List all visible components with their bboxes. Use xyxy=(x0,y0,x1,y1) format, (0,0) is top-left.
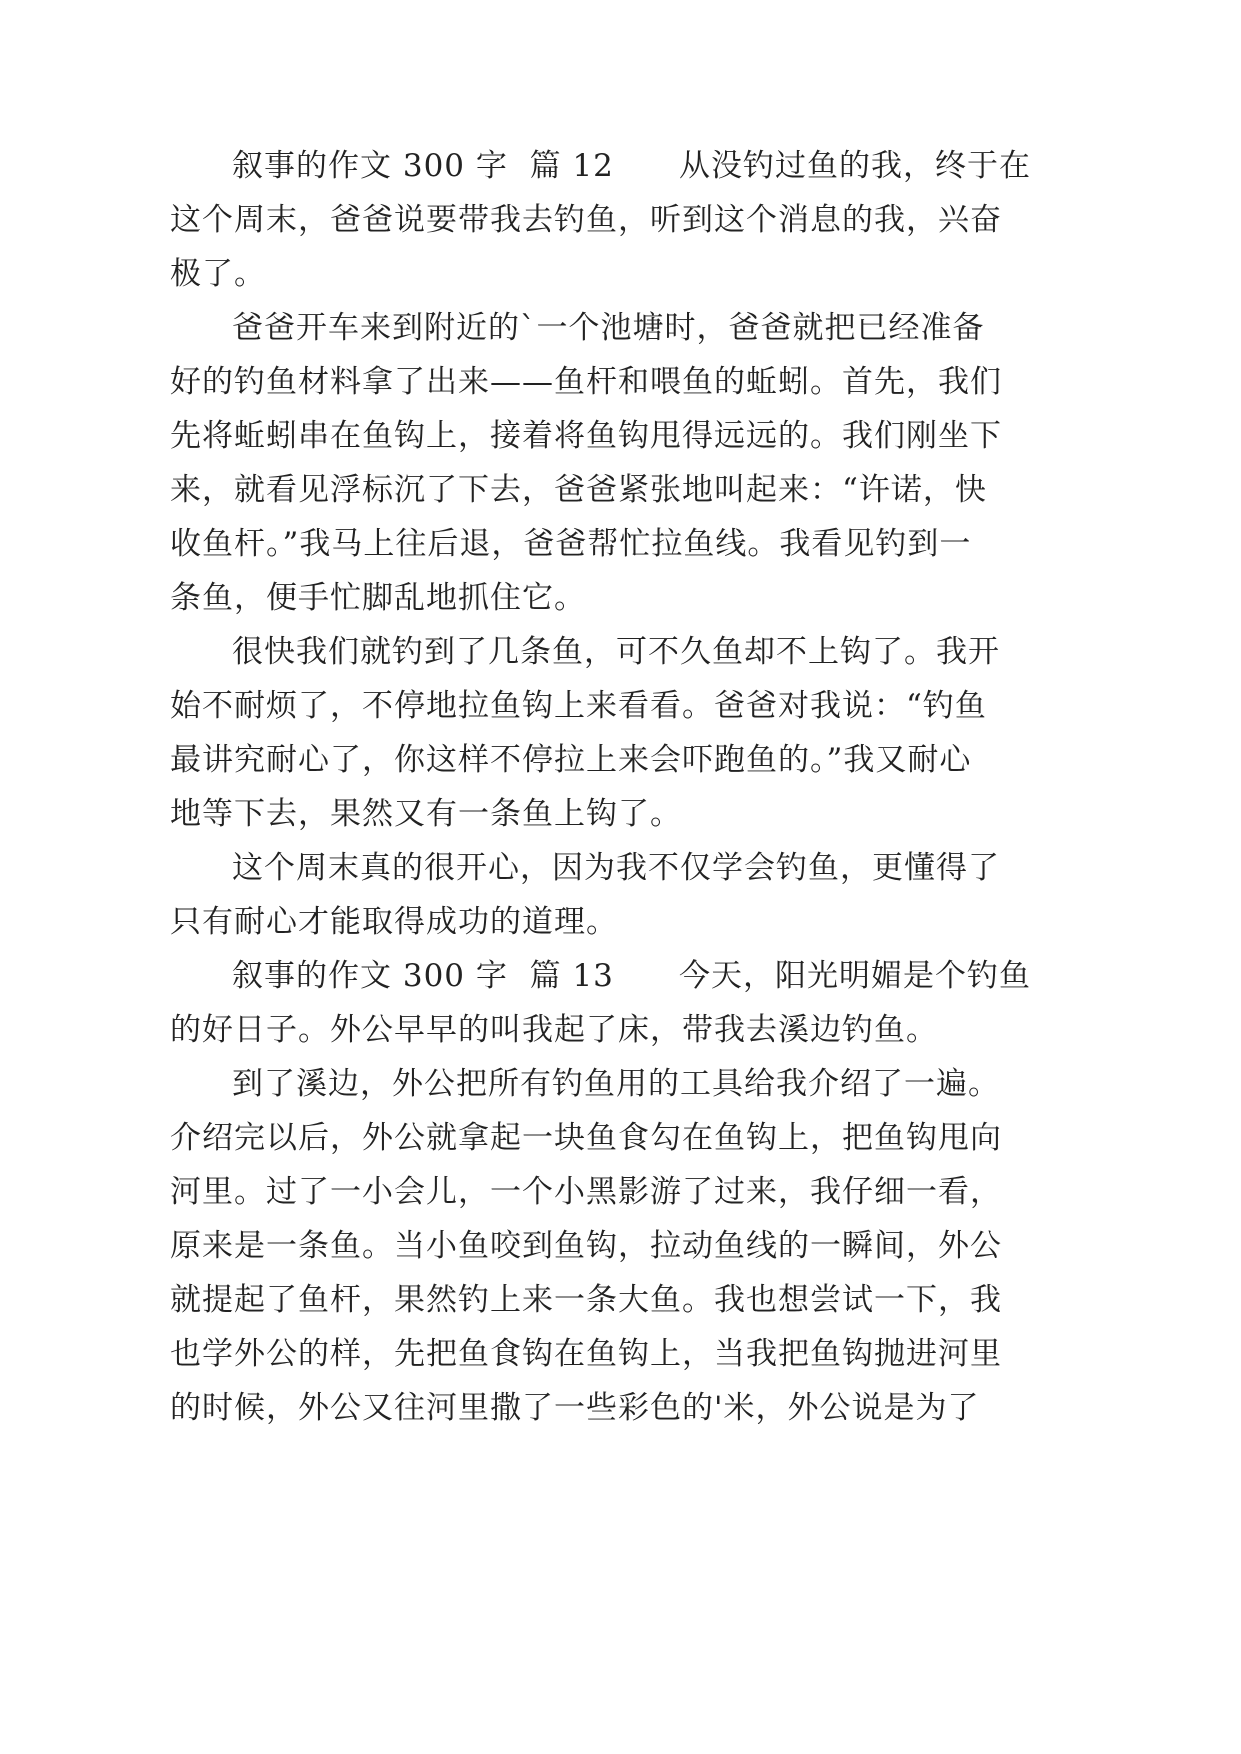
text-line: 地等下去，果然又有一条鱼上钩了。 xyxy=(170,796,682,832)
text-line: 只有耐心才能取得成功的道理。 xyxy=(170,904,618,940)
text-line: 这个周末，爸爸说要带我去钓鱼，听到这个消息的我，兴奋 xyxy=(170,202,1002,238)
text-line: 来，就看见浮标沉了下去，爸爸紧张地叫起来：“许诺，快 xyxy=(170,472,987,508)
text-line: 也学外公的样，先把鱼食钩在鱼钩上，当我把鱼钩抛进河里 xyxy=(170,1336,1002,1372)
text-line: 到了溪边，外公把所有钓鱼用的工具给我介绍了一遍。 xyxy=(232,1066,1000,1102)
text-line: 的时候，外公又往河里撒了一些彩色的'米，外公说是为了 xyxy=(170,1390,980,1426)
text-line: 就提起了鱼杆，果然钓上来一条大鱼。我也想尝试一下，我 xyxy=(170,1282,1002,1318)
text-line: 爸爸开车来到附近的`一个池塘时，爸爸就把已经准备 xyxy=(232,310,985,346)
text-line: 的好日子。外公早早的叫我起了床，带我去溪边钓鱼。 xyxy=(170,1012,938,1048)
text-line: 条鱼，便手忙脚乱地抓住它。 xyxy=(170,580,586,616)
text-line: 介绍完以后，外公就拿起一块鱼食勾在鱼钩上，把鱼钩甩向 xyxy=(170,1120,1002,1156)
text-line: 叙事的作文 300 字 篇 12 从没钓过鱼的我，终于在 xyxy=(232,148,1032,184)
text-line: 好的钓鱼材料拿了出来——鱼杆和喂鱼的蚯蚓。首先，我们 xyxy=(170,364,1002,400)
text-line: 先将蚯蚓串在鱼钩上，接着将鱼钩甩得远远的。我们刚坐下 xyxy=(170,418,1002,454)
text-line: 原来是一条鱼。当小鱼咬到鱼钩，拉动鱼线的一瞬间，外公 xyxy=(170,1228,1002,1264)
text-line: 河里。过了一小会儿，一个小黑影游了过来，我仔细一看， xyxy=(170,1174,1002,1210)
text-line: 始不耐烦了，不停地拉鱼钩上来看看。爸爸对我说：“钓鱼 xyxy=(170,688,987,724)
text-line: 很快我们就钓到了几条鱼，可不久鱼却不上钩了。我开 xyxy=(232,634,1000,670)
text-line: 这个周末真的很开心，因为我不仅学会钓鱼，更懂得了 xyxy=(232,850,1000,886)
text-line: 收鱼杆。”我马上往后退，爸爸帮忙拉鱼线。我看见钓到一 xyxy=(170,526,972,562)
text-line: 叙事的作文 300 字 篇 13 今天，阳光明媚是个钓鱼 xyxy=(232,958,1032,994)
text-line: 最讲究耐心了，你这样不停拉上来会吓跑鱼的。”我又耐心 xyxy=(170,742,972,778)
text-line: 极了。 xyxy=(170,256,266,292)
